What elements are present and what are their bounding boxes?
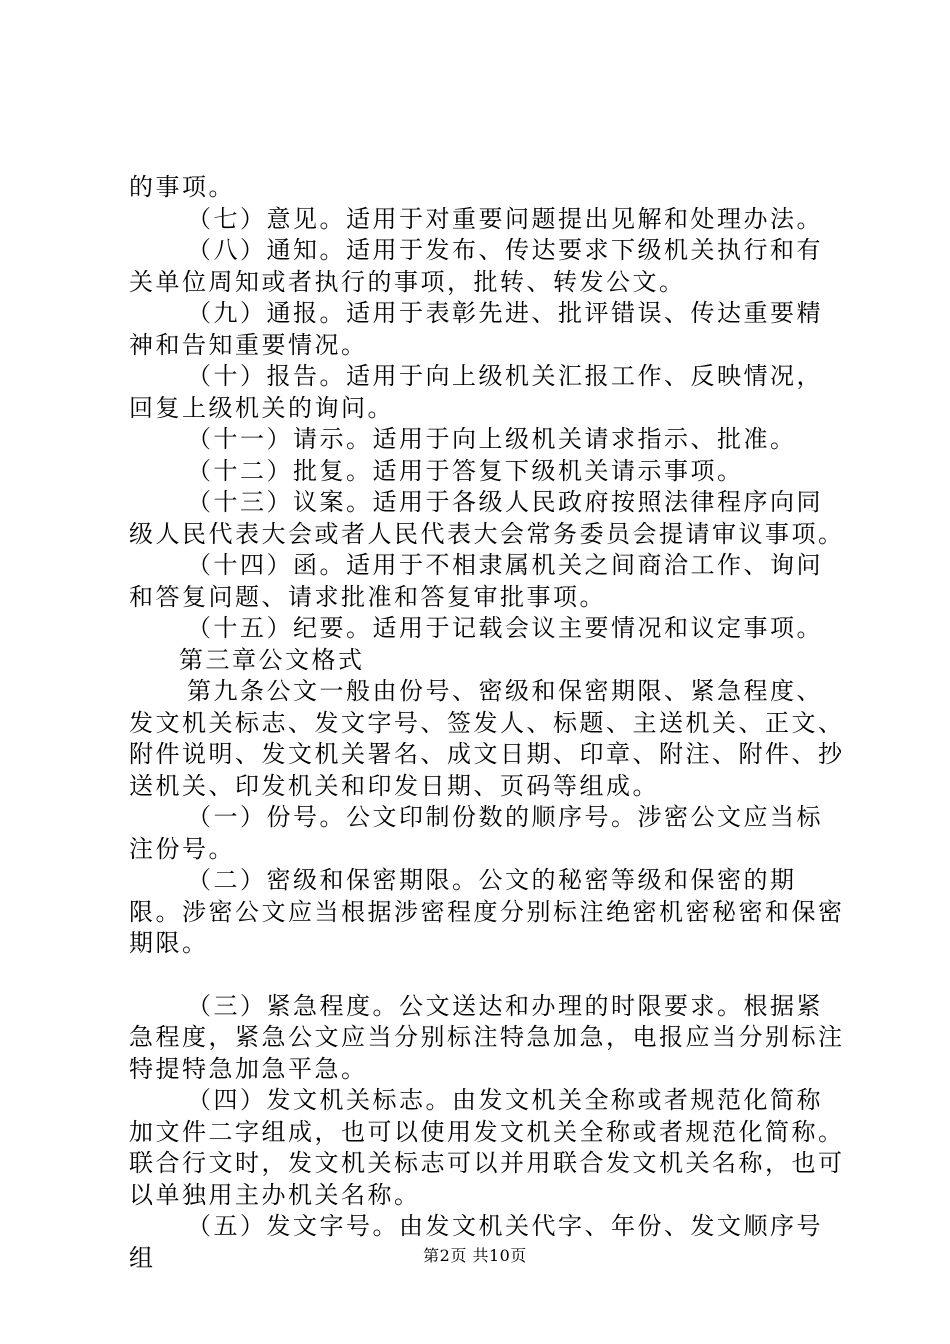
paragraph-gap — [129, 960, 849, 991]
paragraph-item-12: （十二）批复。适用于答复下级机关请示事项。 — [187, 456, 744, 485]
paragraph-item-13: （十三）议案。适用于各级人民政府按照法律程序向同级人民代表大会或者人民代表大会常务委员会提请审议事项。 — [129, 488, 845, 548]
paragraph-format-5: （五）发文字号。由发文机关代字、年份、发文顺序号组 — [129, 1212, 823, 1272]
paragraph-format-2: （二）密级和保密期限。公文的秘密等级和保密的期限。涉密公文应当根据涉密程度分别标注绝密机密秘密和保密期限。 — [129, 866, 845, 957]
paragraph-article-9: 第九条公文一般由份号、密级和保密期限、紧急程度、发文机关标志、发文字号、签发人、标题、主送机关、正文、附件说明、发文机关署名、成文日期、印章、附注、附件、抄送机关、印发机关和印发日期、页码等组成。 — [129, 677, 845, 800]
page-footer: 第2页 共10页 — [423, 1246, 527, 1265]
paragraph-item-14: （十四）函。适用于不相隶属机关之间商洽工作、询问和答复问题、请求批准和答复审批事项。 — [129, 551, 823, 611]
paragraph-item-15: （十五）纪要。适用于记载会议主要情况和议定事项。 — [187, 614, 823, 642]
paragraph-format-1: （一）份号。公文印制份数的顺序号。涉密公文应当标注份号。 — [129, 803, 823, 863]
chapter-heading: 第三章公文格式 — [179, 645, 365, 674]
paragraph-continuation: 的事项。 — [129, 173, 235, 201]
paragraph-item-7: （七）意见。适用于对重要问题提出见解和处理办法。 — [187, 204, 823, 233]
paragraph-format-3: （三）紧急程度。公文送达和办理的时限要求。根据紧急程度，紧急公文应当分别标注特急加急，电报应当分别标注特提特急加急平急。 — [129, 991, 845, 1083]
paragraph-format-4: （四）发文机关标志。由发文机关全称或者规范化简称加文件二字组成，也可以使用发文机关全称或者规范化简称。联合行文时，发文机关标志可以并用联合发文机关名称，也可以单独用主办机关名称。 — [129, 1086, 845, 1209]
paragraph-item-8: （八）通知。适用于发布、传达要求下级机关执行和有关单位周知或者执行的事项，批转、转发公文。 — [129, 236, 823, 296]
paragraph-item-10: （十）报告。适用于向上级机关汇报工作、反映情况，回复上级机关的询问。 — [129, 362, 823, 422]
paragraph-item-11: （十一）请示。适用于向上级机关请求指示、批准。 — [187, 425, 797, 453]
document-body — [129, 172, 849, 1274]
paragraph-item-9: （九）通报。适用于表彰先进、批评错误、传达重要精神和告知重要情况。 — [129, 299, 823, 359]
